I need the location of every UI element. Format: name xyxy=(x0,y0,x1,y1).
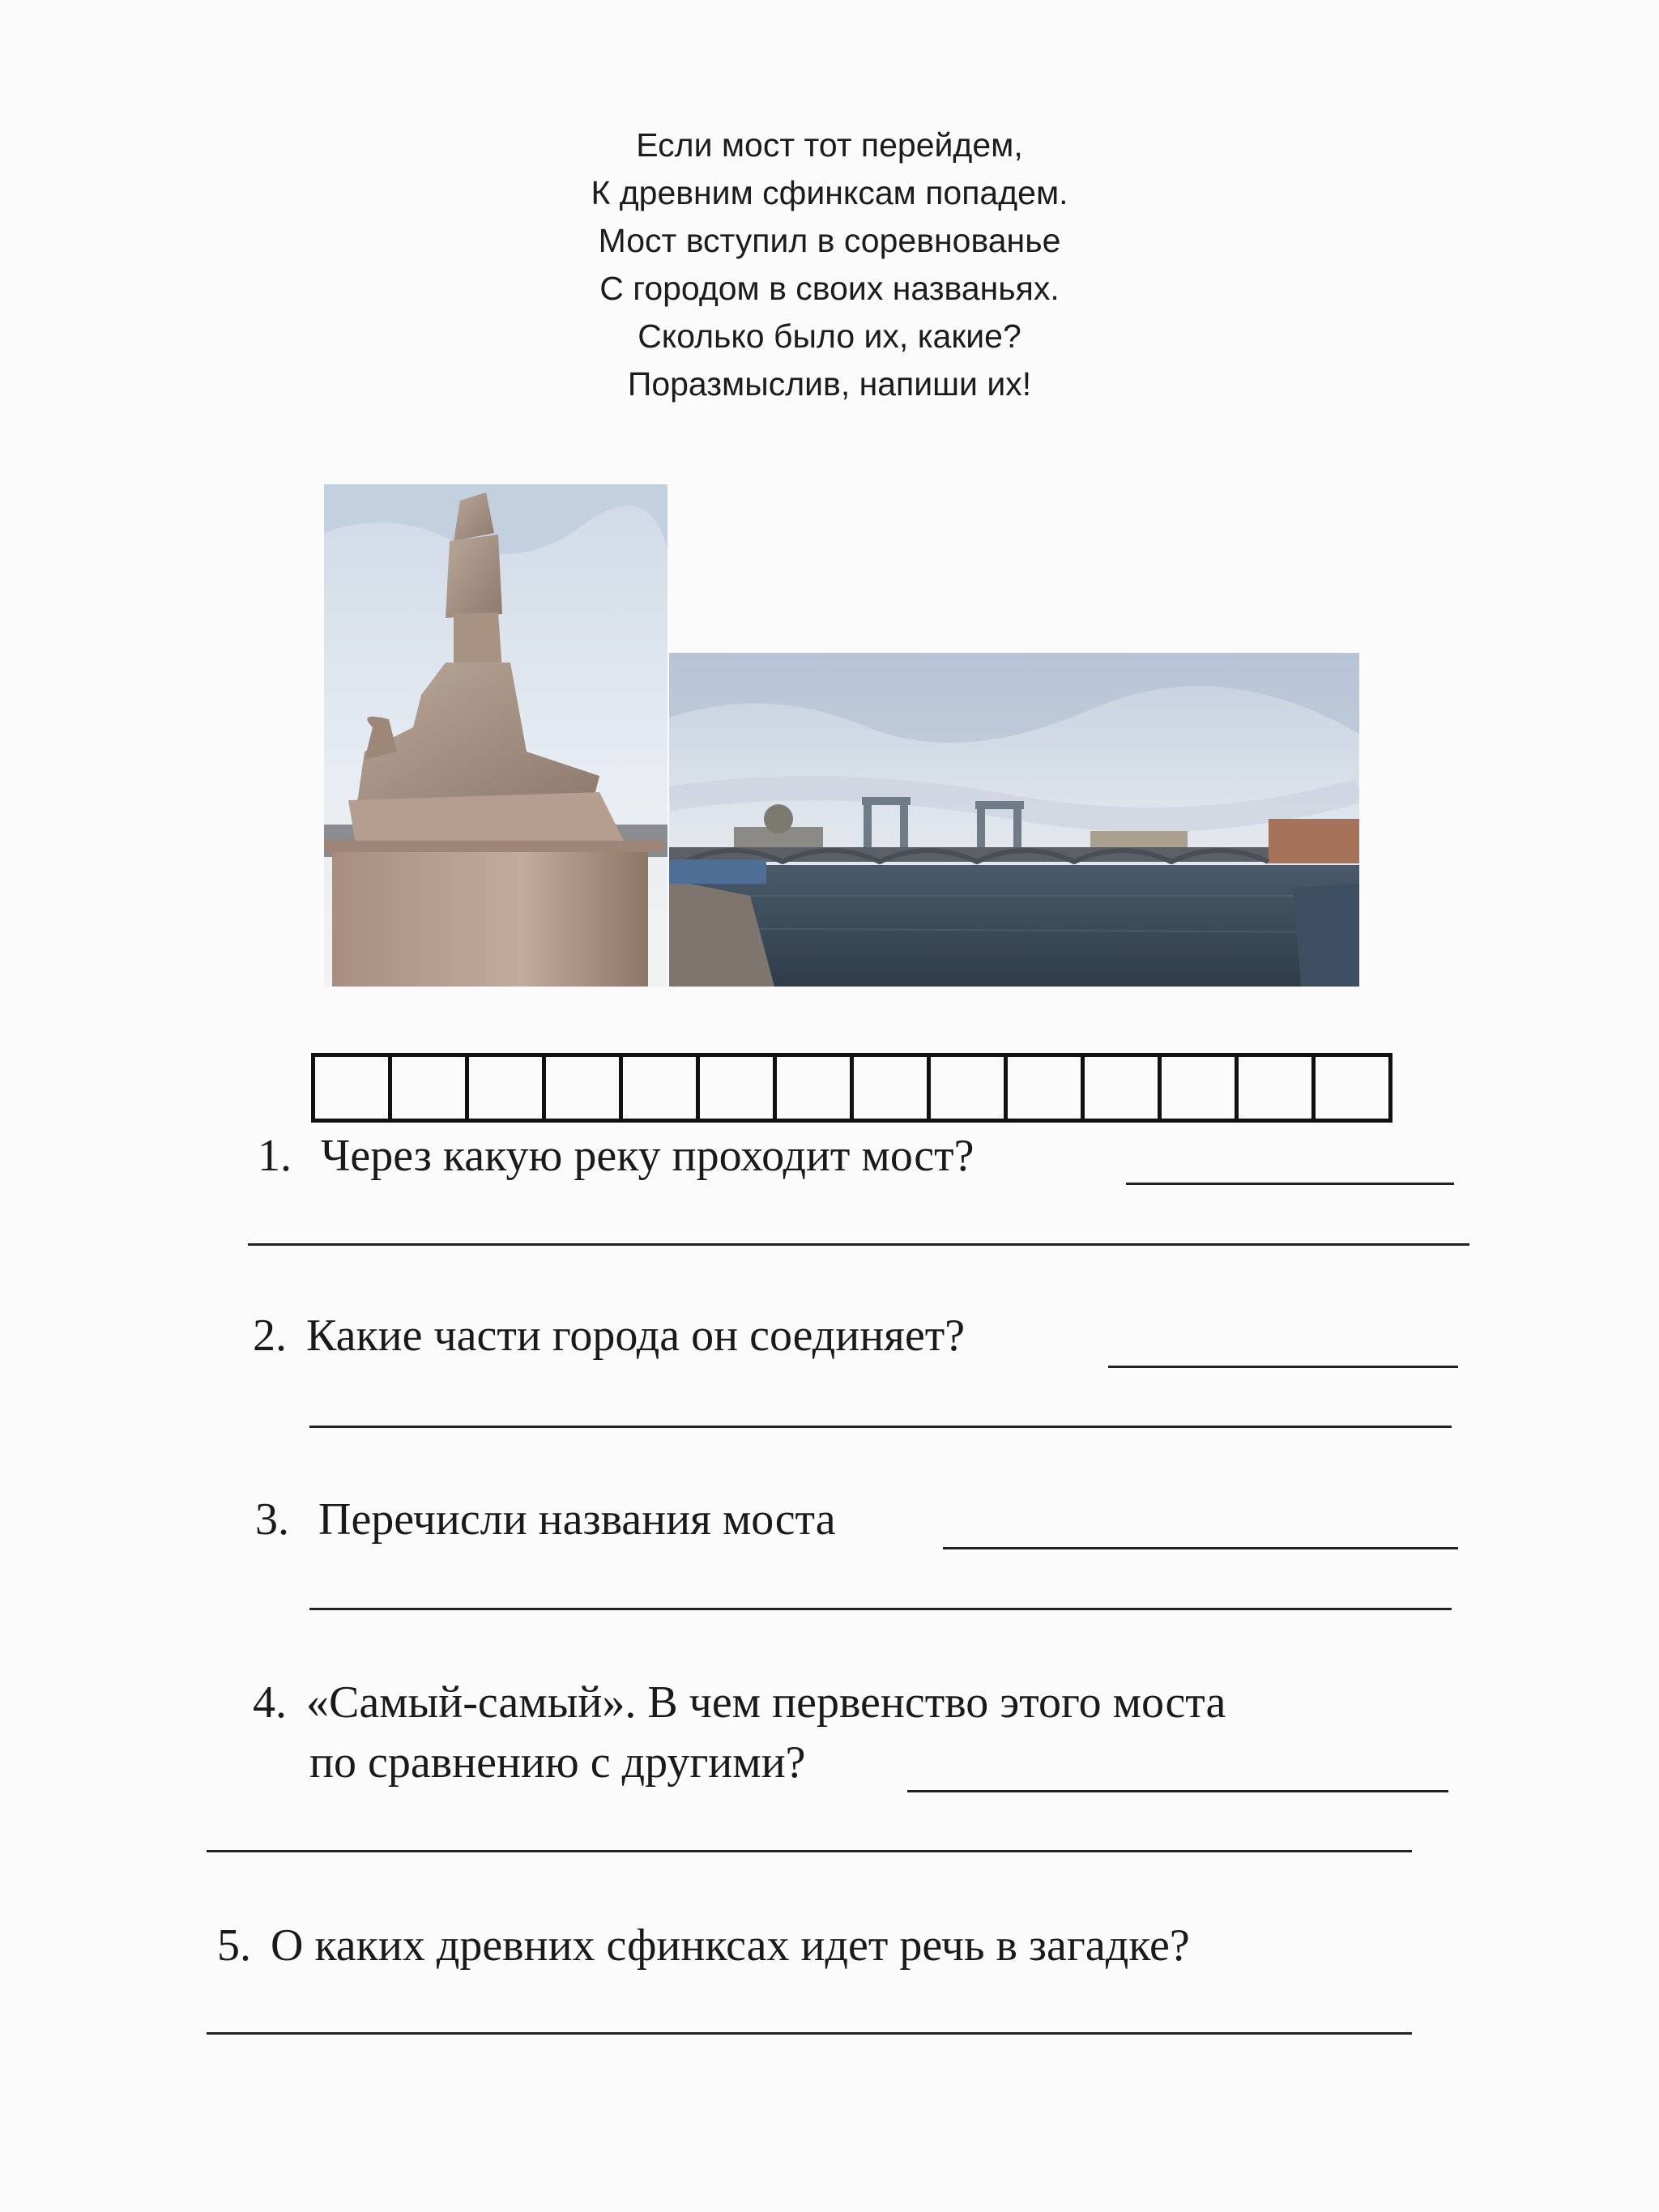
question-text: Через какую реку проходит мост? xyxy=(321,1131,975,1181)
poem-line: К древним сфинксам попадем. xyxy=(591,174,1068,211)
answer-cell[interactable] xyxy=(700,1057,777,1119)
answer-line[interactable] xyxy=(1126,1183,1454,1185)
question-number: 2. xyxy=(253,1311,287,1361)
answer-cell[interactable] xyxy=(315,1057,392,1119)
question-text: «Самый-самый». В чем первенство этого моста xyxy=(306,1677,1226,1728)
question-4 xyxy=(253,1677,1226,1728)
answer-cell[interactable] xyxy=(392,1057,469,1119)
question-number: 1. xyxy=(258,1131,292,1181)
riddle-poem xyxy=(0,121,1659,408)
answer-line[interactable] xyxy=(907,1790,1448,1792)
question-1 xyxy=(258,1130,974,1182)
poem-line: Мост вступил в соревнованье xyxy=(598,222,1061,259)
answer-cell[interactable] xyxy=(931,1057,1008,1119)
sphinx-photo xyxy=(324,484,667,987)
poem-line: Поразмыслив, напиши их! xyxy=(627,365,1032,403)
poem-line: Сколько было их, какие? xyxy=(638,318,1021,355)
answer-cell[interactable] xyxy=(1162,1057,1239,1119)
question-number: 3. xyxy=(255,1494,289,1545)
question-text: по сравнению с другими? xyxy=(309,1737,806,1788)
question-5 xyxy=(217,1920,1190,1971)
bridge-photo xyxy=(669,653,1359,987)
answer-line[interactable] xyxy=(943,1547,1458,1549)
answer-cell[interactable] xyxy=(854,1057,931,1119)
question-4-continued xyxy=(309,1737,806,1788)
answer-cell[interactable] xyxy=(469,1057,546,1119)
answer-grid xyxy=(311,1053,1392,1123)
answer-line[interactable] xyxy=(309,1608,1452,1610)
answer-line[interactable] xyxy=(309,1426,1452,1428)
answer-line[interactable] xyxy=(207,1850,1412,1852)
answer-cell[interactable] xyxy=(1085,1057,1162,1119)
poem-line: С городом в своих названьях. xyxy=(599,270,1060,307)
answer-cell[interactable] xyxy=(623,1057,700,1119)
answer-cell[interactable] xyxy=(1008,1057,1085,1119)
question-number: 5. xyxy=(217,1920,251,1971)
answer-line[interactable] xyxy=(1108,1366,1458,1368)
question-text: Какие части города он соединяет? xyxy=(306,1311,966,1361)
answer-cell[interactable] xyxy=(1239,1057,1316,1119)
answer-cell[interactable] xyxy=(1316,1057,1388,1119)
question-3 xyxy=(255,1494,836,1545)
answer-cell[interactable] xyxy=(777,1057,854,1119)
question-2 xyxy=(253,1310,965,1362)
answer-line[interactable] xyxy=(248,1243,1469,1246)
poem-line: Если мост тот перейдем, xyxy=(636,126,1023,164)
answer-line[interactable] xyxy=(207,2032,1412,2035)
answer-cell[interactable] xyxy=(546,1057,623,1119)
question-text: О каких древних сфинксах идет речь в загадке? xyxy=(271,1920,1190,1971)
question-number: 4. xyxy=(253,1677,287,1728)
question-text: Перечисли названия моста xyxy=(318,1494,836,1545)
